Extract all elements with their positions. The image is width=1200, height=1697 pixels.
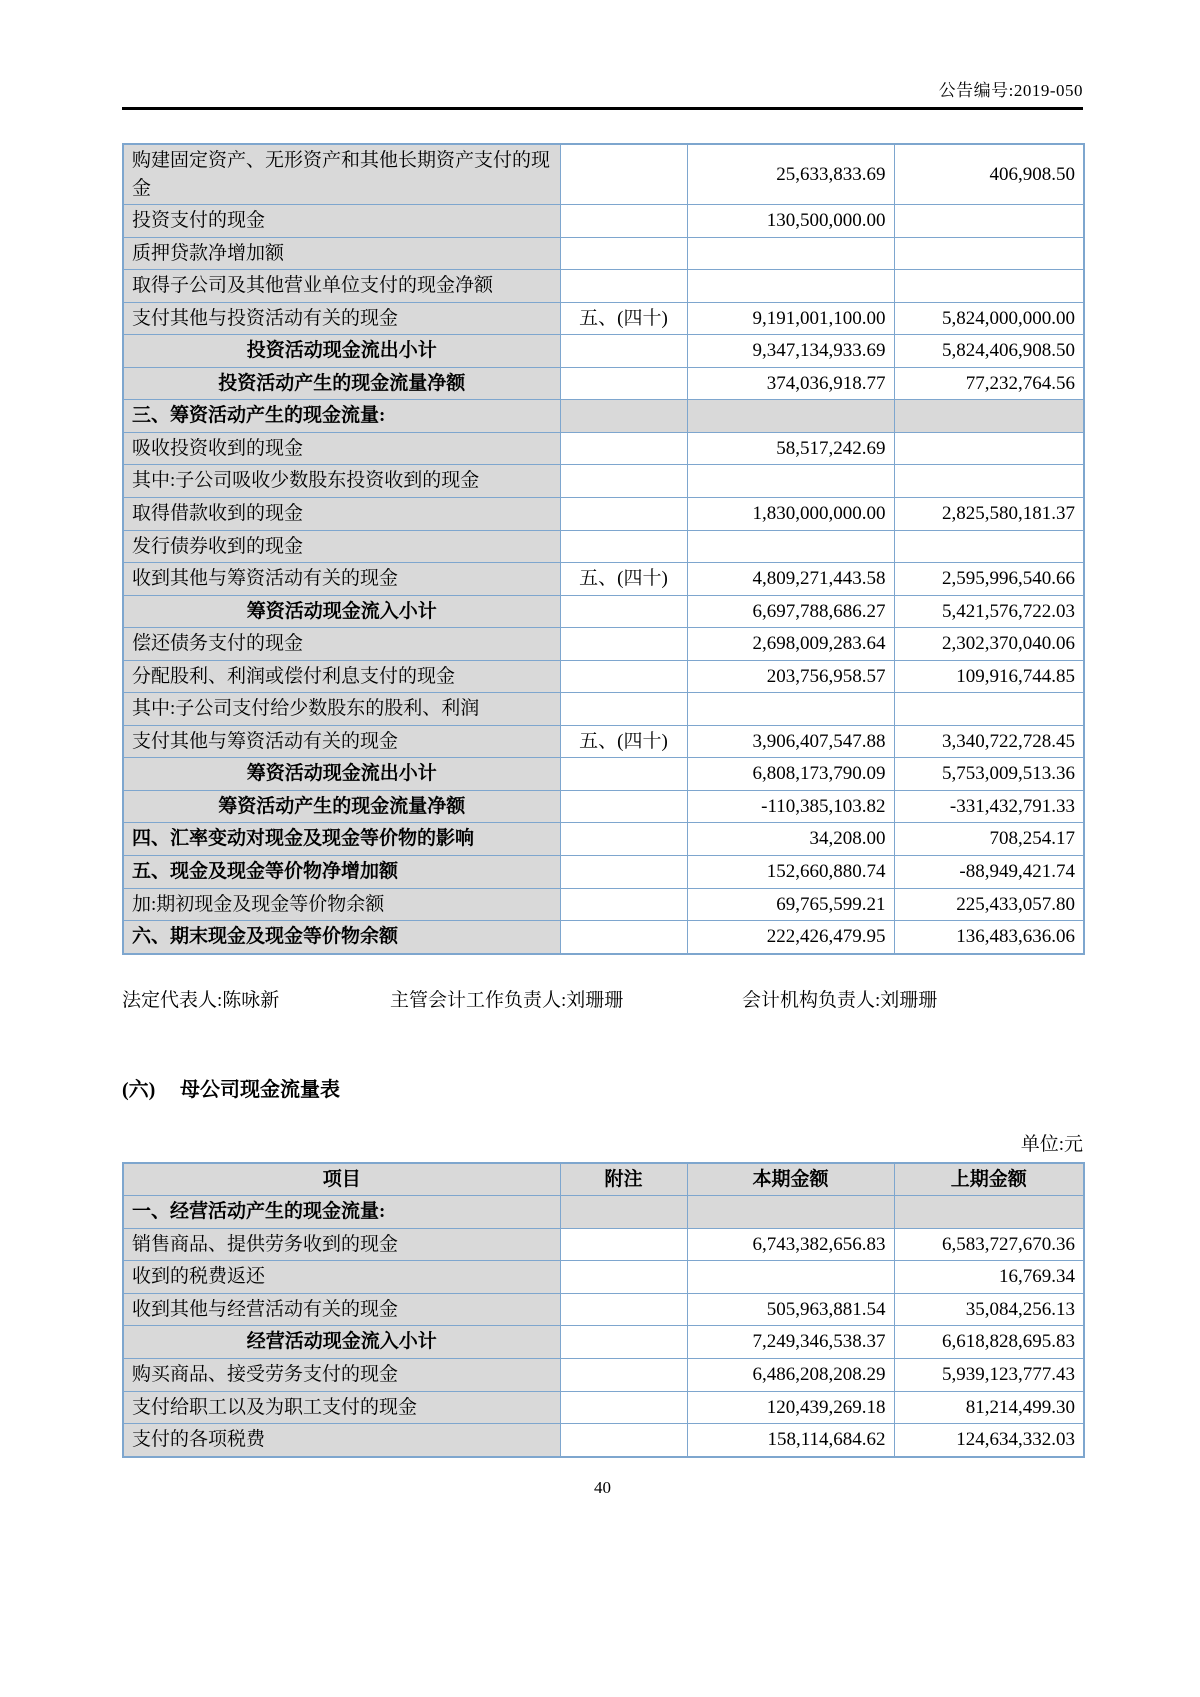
row-current-amount: 6,697,788,686.27 — [687, 595, 894, 628]
table-row — [123, 367, 1084, 400]
row-note — [560, 530, 687, 563]
legal-representative: 法定代表人:陈咏新 — [122, 989, 280, 1011]
row-prior-amount — [894, 237, 1084, 270]
row-note: 五、(四十) — [560, 563, 687, 596]
row-prior-amount: 406,908.50 — [894, 144, 1084, 205]
row-current-amount: 2,698,009,283.64 — [687, 628, 894, 661]
row-note — [560, 432, 687, 465]
row-prior-amount — [894, 1196, 1084, 1229]
table-row — [123, 725, 1084, 758]
row-label: 筹资活动现金流入小计 — [123, 595, 560, 628]
row-prior-amount: 5,939,123,777.43 — [894, 1358, 1084, 1391]
table-row — [123, 400, 1084, 433]
row-prior-amount: 5,753,009,513.36 — [894, 758, 1084, 791]
table-row — [123, 1196, 1084, 1229]
column-header-prior-period: 上期金额 — [894, 1163, 1084, 1196]
table-row — [123, 563, 1084, 596]
table-row — [123, 144, 1084, 205]
row-prior-amount — [894, 530, 1084, 563]
row-label: 取得子公司及其他营业单位支付的现金净额 — [123, 270, 560, 303]
row-prior-amount: 109,916,744.85 — [894, 660, 1084, 693]
page-number: 40 — [594, 1477, 611, 1497]
row-note — [560, 595, 687, 628]
section-index: (六) — [122, 1078, 156, 1101]
table-row — [123, 888, 1084, 921]
row-prior-amount: -331,432,791.33 — [894, 790, 1084, 823]
row-current-amount: 58,517,242.69 — [687, 432, 894, 465]
table-row — [123, 302, 1084, 335]
row-prior-amount: 225,433,057.80 — [894, 888, 1084, 921]
row-label: 筹资活动产生的现金流量净额 — [123, 790, 560, 823]
unit-label: 单位:元 — [1020, 1133, 1083, 1155]
table-row — [123, 1261, 1084, 1294]
table-row — [123, 1326, 1084, 1359]
row-label: 分配股利、利润或偿付利息支付的现金 — [123, 660, 560, 693]
row-note — [560, 1293, 687, 1326]
row-note — [560, 693, 687, 726]
row-prior-amount: 81,214,499.30 — [894, 1391, 1084, 1424]
row-label: 支付其他与筹资活动有关的现金 — [123, 725, 560, 758]
row-note — [560, 921, 687, 954]
row-note — [560, 465, 687, 498]
parent-company-cash-flow-table — [122, 1162, 1085, 1458]
row-label: 投资活动现金流出小计 — [123, 335, 560, 368]
consolidated-cash-flow-table-continued — [122, 143, 1085, 955]
table-row — [123, 758, 1084, 791]
row-current-amount: 158,114,684.62 — [687, 1424, 894, 1457]
row-current-amount — [687, 465, 894, 498]
row-label: 六、期末现金及现金等价物余额 — [123, 921, 560, 954]
row-label: 其中:子公司支付给少数股东的股利、利润 — [123, 693, 560, 726]
row-prior-amount: -88,949,421.74 — [894, 856, 1084, 889]
row-label: 四、汇率变动对现金及现金等价物的影响 — [123, 823, 560, 856]
row-label: 吸收投资收到的现金 — [123, 432, 560, 465]
row-current-amount: 152,660,880.74 — [687, 856, 894, 889]
table-row — [123, 1293, 1084, 1326]
table-row — [123, 595, 1084, 628]
row-note — [560, 1196, 687, 1229]
row-note — [560, 335, 687, 368]
row-note — [560, 498, 687, 531]
row-prior-amount: 5,421,576,722.03 — [894, 595, 1084, 628]
row-current-amount: 130,500,000.00 — [687, 205, 894, 238]
page-content — [122, 0, 1083, 1498]
row-note — [560, 400, 687, 433]
section-heading — [122, 1073, 1083, 1103]
row-label: 支付其他与投资活动有关的现金 — [123, 302, 560, 335]
column-header-item: 项目 — [123, 1163, 560, 1196]
row-current-amount: 25,633,833.69 — [687, 144, 894, 205]
row-current-amount — [687, 1196, 894, 1229]
table-row — [123, 693, 1084, 726]
row-current-amount: 374,036,918.77 — [687, 367, 894, 400]
table-header-row — [123, 1163, 1084, 1196]
table-row — [123, 1228, 1084, 1261]
row-label: 三、筹资活动产生的现金流量: — [123, 400, 560, 433]
row-prior-amount — [894, 693, 1084, 726]
row-label: 投资支付的现金 — [123, 205, 560, 238]
row-label: 质押贷款净增加额 — [123, 237, 560, 270]
row-current-amount — [687, 270, 894, 303]
row-label: 投资活动产生的现金流量净额 — [123, 367, 560, 400]
row-current-amount: 6,486,208,208.29 — [687, 1358, 894, 1391]
row-note — [560, 144, 687, 205]
table-row — [123, 270, 1084, 303]
row-current-amount — [687, 400, 894, 433]
row-label: 筹资活动现金流出小计 — [123, 758, 560, 791]
row-current-amount: 4,809,271,443.58 — [687, 563, 894, 596]
row-current-amount — [687, 237, 894, 270]
table-row — [123, 205, 1084, 238]
row-note — [560, 205, 687, 238]
row-note — [560, 790, 687, 823]
row-note — [560, 888, 687, 921]
table-row — [123, 530, 1084, 563]
row-current-amount: 3,906,407,547.88 — [687, 725, 894, 758]
row-label: 加:期初现金及现金等价物余额 — [123, 888, 560, 921]
row-label: 五、现金及现金等价物净增加额 — [123, 856, 560, 889]
table-row — [123, 1358, 1084, 1391]
row-label: 购建固定资产、无形资产和其他长期资产支付的现金 — [123, 144, 560, 205]
row-current-amount: 505,963,881.54 — [687, 1293, 894, 1326]
row-note — [560, 237, 687, 270]
row-note — [560, 660, 687, 693]
row-current-amount: 1,830,000,000.00 — [687, 498, 894, 531]
column-header-current-period: 本期金额 — [687, 1163, 894, 1196]
row-label: 发行债券收到的现金 — [123, 530, 560, 563]
row-note: 五、(四十) — [560, 725, 687, 758]
row-prior-amount: 16,769.34 — [894, 1261, 1084, 1294]
row-prior-amount: 3,340,722,728.45 — [894, 725, 1084, 758]
row-prior-amount: 2,825,580,181.37 — [894, 498, 1084, 531]
chief-accounting-officer: 主管会计工作负责人:刘珊珊 — [390, 989, 624, 1011]
column-header-note: 附注 — [560, 1163, 687, 1196]
row-current-amount: 203,756,958.57 — [687, 660, 894, 693]
row-label: 偿还债务支付的现金 — [123, 628, 560, 661]
row-label: 销售商品、提供劳务收到的现金 — [123, 1228, 560, 1261]
row-prior-amount — [894, 465, 1084, 498]
row-current-amount: -110,385,103.82 — [687, 790, 894, 823]
row-prior-amount: 708,254.17 — [894, 823, 1084, 856]
row-label: 其中:子公司吸收少数股东投资收到的现金 — [123, 465, 560, 498]
row-current-amount — [687, 1261, 894, 1294]
row-note — [560, 628, 687, 661]
row-prior-amount: 5,824,000,000.00 — [894, 302, 1084, 335]
row-current-amount — [687, 693, 894, 726]
table-row — [123, 921, 1084, 954]
row-current-amount: 9,347,134,933.69 — [687, 335, 894, 368]
table-row — [123, 823, 1084, 856]
row-note: 五、(四十) — [560, 302, 687, 335]
row-note — [560, 367, 687, 400]
row-prior-amount — [894, 270, 1084, 303]
row-current-amount: 6,808,173,790.09 — [687, 758, 894, 791]
table-row — [123, 432, 1084, 465]
row-current-amount: 120,439,269.18 — [687, 1391, 894, 1424]
row-prior-amount: 2,595,996,540.66 — [894, 563, 1084, 596]
announcement-number: 公告编号:2019-050 — [938, 81, 1083, 100]
signature-line — [122, 985, 1083, 1015]
table-row — [123, 237, 1084, 270]
row-prior-amount: 6,618,828,695.83 — [894, 1326, 1084, 1359]
row-note — [560, 1261, 687, 1294]
table-row — [123, 856, 1084, 889]
row-prior-amount: 35,084,256.13 — [894, 1293, 1084, 1326]
row-label: 支付的各项税费 — [123, 1424, 560, 1457]
row-label: 经营活动现金流入小计 — [123, 1326, 560, 1359]
row-label: 收到其他与经营活动有关的现金 — [123, 1293, 560, 1326]
row-prior-amount — [894, 432, 1084, 465]
row-prior-amount: 136,483,636.06 — [894, 921, 1084, 954]
table-row — [123, 1424, 1084, 1457]
row-note — [560, 1424, 687, 1457]
row-label: 取得借款收到的现金 — [123, 498, 560, 531]
row-note — [560, 1391, 687, 1424]
table-row — [123, 465, 1084, 498]
row-note — [560, 758, 687, 791]
row-prior-amount — [894, 400, 1084, 433]
row-prior-amount: 124,634,332.03 — [894, 1424, 1084, 1457]
row-prior-amount — [894, 205, 1084, 238]
row-label: 收到的税费返还 — [123, 1261, 560, 1294]
row-note — [560, 1326, 687, 1359]
table-row — [123, 498, 1084, 531]
table-row — [123, 790, 1084, 823]
row-prior-amount: 5,824,406,908.50 — [894, 335, 1084, 368]
row-label: 支付给职工以及为职工支付的现金 — [123, 1391, 560, 1424]
row-note — [560, 823, 687, 856]
row-prior-amount: 2,302,370,040.06 — [894, 628, 1084, 661]
table-row — [123, 660, 1084, 693]
row-current-amount: 6,743,382,656.83 — [687, 1228, 894, 1261]
row-current-amount: 69,765,599.21 — [687, 888, 894, 921]
row-note — [560, 1228, 687, 1261]
table-row — [123, 1391, 1084, 1424]
header-rule — [122, 107, 1083, 110]
table-row — [123, 335, 1084, 368]
row-note — [560, 856, 687, 889]
row-current-amount: 222,426,479.95 — [687, 921, 894, 954]
row-prior-amount: 77,232,764.56 — [894, 367, 1084, 400]
row-prior-amount: 6,583,727,670.36 — [894, 1228, 1084, 1261]
row-current-amount: 9,191,001,100.00 — [687, 302, 894, 335]
row-current-amount — [687, 530, 894, 563]
row-label: 购买商品、接受劳务支付的现金 — [123, 1358, 560, 1391]
section-title: 母公司现金流量表 — [180, 1078, 340, 1101]
row-label: 收到其他与筹资活动有关的现金 — [123, 563, 560, 596]
row-note — [560, 270, 687, 303]
row-current-amount: 7,249,346,538.37 — [687, 1326, 894, 1359]
accounting-department-head: 会计机构负责人:刘珊珊 — [742, 989, 938, 1011]
table-row — [123, 628, 1084, 661]
row-current-amount: 34,208.00 — [687, 823, 894, 856]
row-note — [560, 1358, 687, 1391]
row-label: 一、经营活动产生的现金流量: — [123, 1196, 560, 1229]
